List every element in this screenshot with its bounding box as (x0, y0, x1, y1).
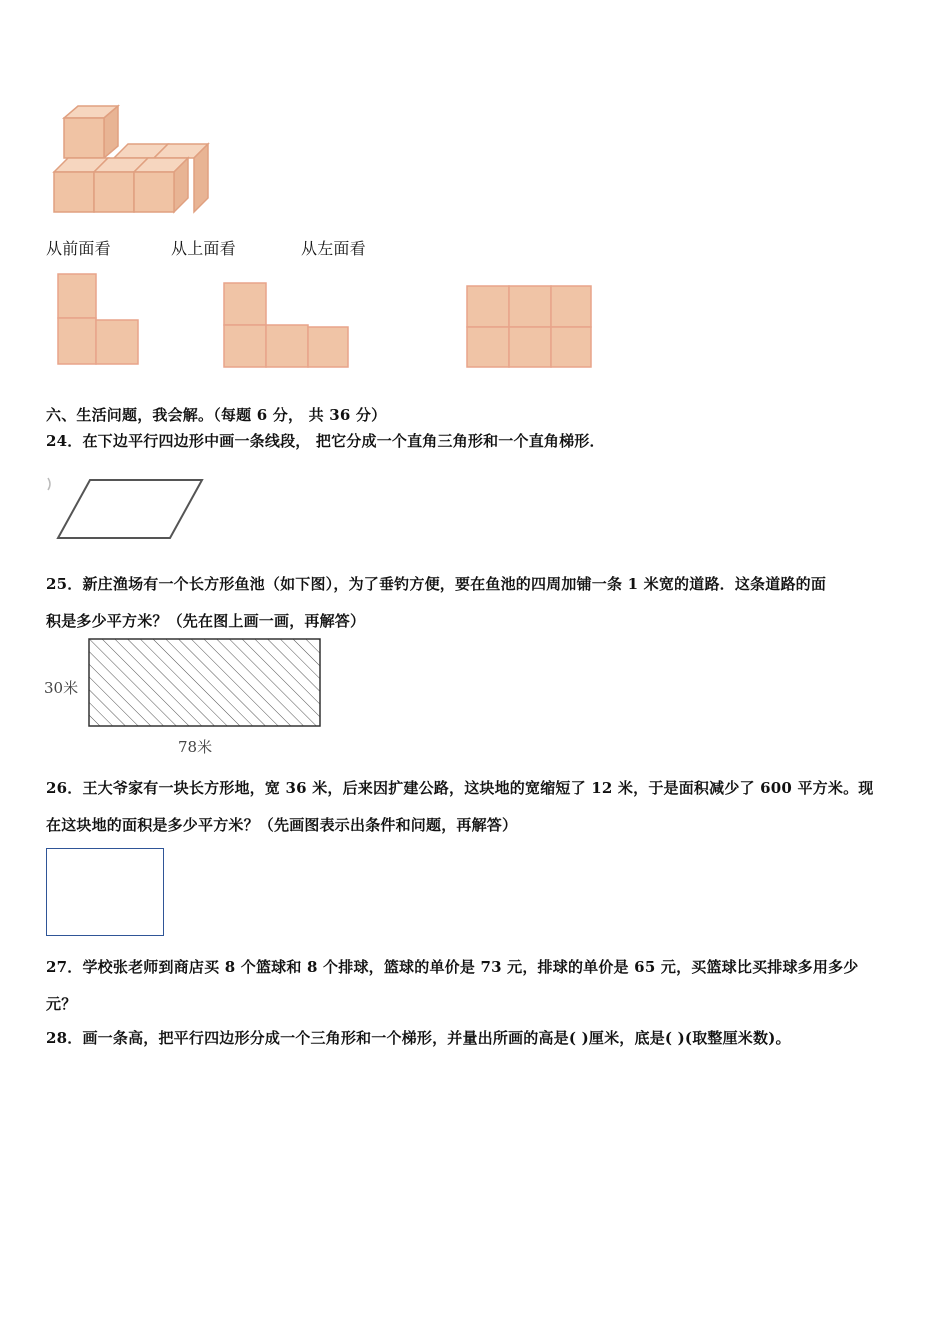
view-shape-1 (56, 272, 146, 368)
question-27-line2: 元？ (46, 995, 77, 1013)
section-heading: 六、生活问题，我会解。（每题 6 分， 共 36 分） (46, 406, 387, 424)
pond-height-label: 30米 (44, 679, 79, 697)
question-25-line1: 25．新庄渔场有一个长方形鱼池（如下图），为了垂钓方便，要在鱼池的四周加铺一条 1 米宽的道路．这条道路的面 (46, 575, 827, 593)
drawing-box[interactable] (46, 848, 164, 936)
question-26-line1: 26．王大爷家有一块长方形地，宽 36 米，后来因扩建公路，这块地的宽缩短了 12 米，于是面积减少了 600 平方米。现 (46, 779, 874, 797)
view-shape-3 (465, 284, 597, 370)
front-view-label: 从前面看 (46, 239, 111, 258)
pond-width-label: 78米 (178, 738, 213, 756)
top-view-label: 从上面看 (171, 239, 236, 258)
view-shape-2 (222, 281, 354, 371)
parallelogram-figure (44, 456, 214, 546)
question-25-line2: 积是多少平方米？（先在图上画一画，再解答） (46, 612, 366, 630)
question-24-text: 24．在下边平行四边形中画一条线段， 把它分成一个直角三角形和一个直角梯形． (46, 432, 605, 450)
fish-pond-rect (88, 638, 322, 728)
question-28-text: 28．画一条高，把平行四边形分成一个三角形和一个梯形，并量出所画的高是( )厘米，底是( )(取整厘米数)。 (46, 1029, 791, 1047)
left-view-label: 从左面看 (301, 239, 366, 258)
question-26-line2: 在这块地的面积是多少平方米？（先画图表示出条件和问题，再解答） (46, 816, 518, 834)
question-27-line1: 27．学校张老师到商店买 8 个篮球和 8 个排球，篮球的单价是 73 元，排球的单价是 65 元，买篮球比买排球多用多少 (46, 958, 859, 976)
cube-top (64, 106, 118, 158)
cube-stack-figure (44, 100, 214, 220)
cube-front-row (54, 158, 188, 212)
